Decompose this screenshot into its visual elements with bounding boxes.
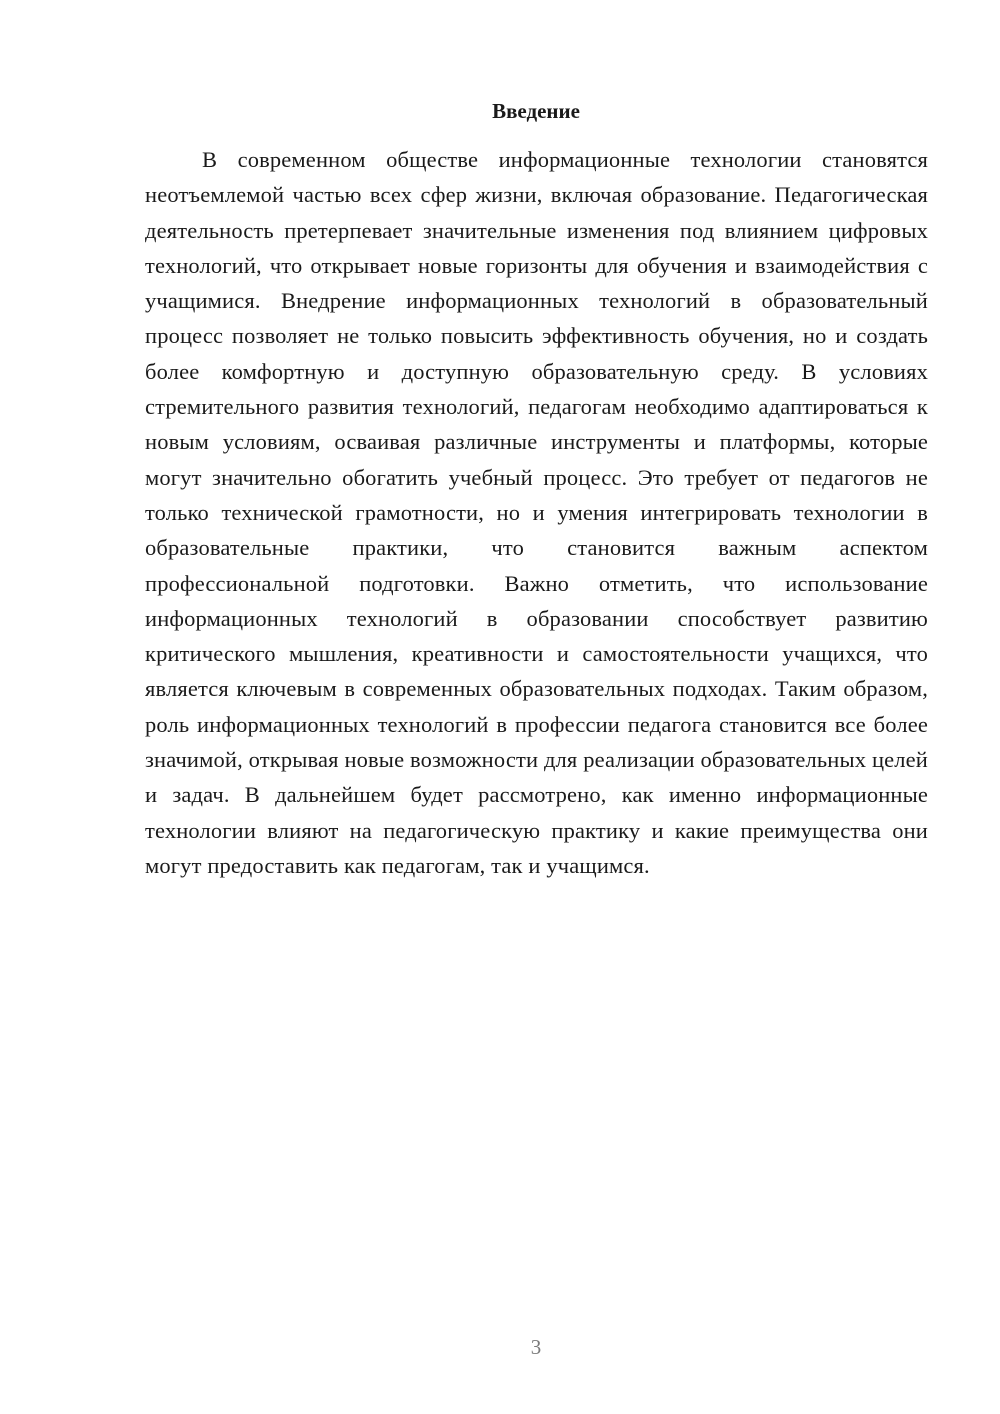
body-paragraph: В современном обществе информационные технологии становятся неотъемлемой частью всех сфер жизни, включая образование. Педагогическая деятельность претерпевает значительные изменения под влиянием цифровых технологий, что открывает новые горизонты для обучения и взаимодействия с учащимися. Внедрение информационных технологий в образовательный процесс позволяет не только повысить эффективность обучения, но и создать более комфортную и доступную образовательную среду. В условиях стремительного развития технологий, педагогам необходимо адаптироваться к новым условиям, осваивая различные инструменты и платформы, которые могут значительно обогатить учебный процесс. Это требует от педагогов не только технической грамотности, но и умения интегрировать технологии в образовательные практики, что становится важным аспектом профессиональной подготовки. Важно отметить, что использование информационных технологий в образовании способствует развитию критического мышления, креативности и самостоятельности учащихся, что является ключевым в современных образовательных подходах. Таким образом, роль информационных технологий в профессии педагога становится все более значимой, открывая новые возможности для реализации образовательных целей и задач. В дальнейшем будет рассмотрено, как именно информационные технологии влияют на педагогическую практику и какие преимущества они могут предоставить как педагогам, так и учащимся. — [145, 147, 928, 878]
section-heading: Введение — [492, 99, 580, 123]
page-number: 3 — [530, 1335, 542, 1359]
